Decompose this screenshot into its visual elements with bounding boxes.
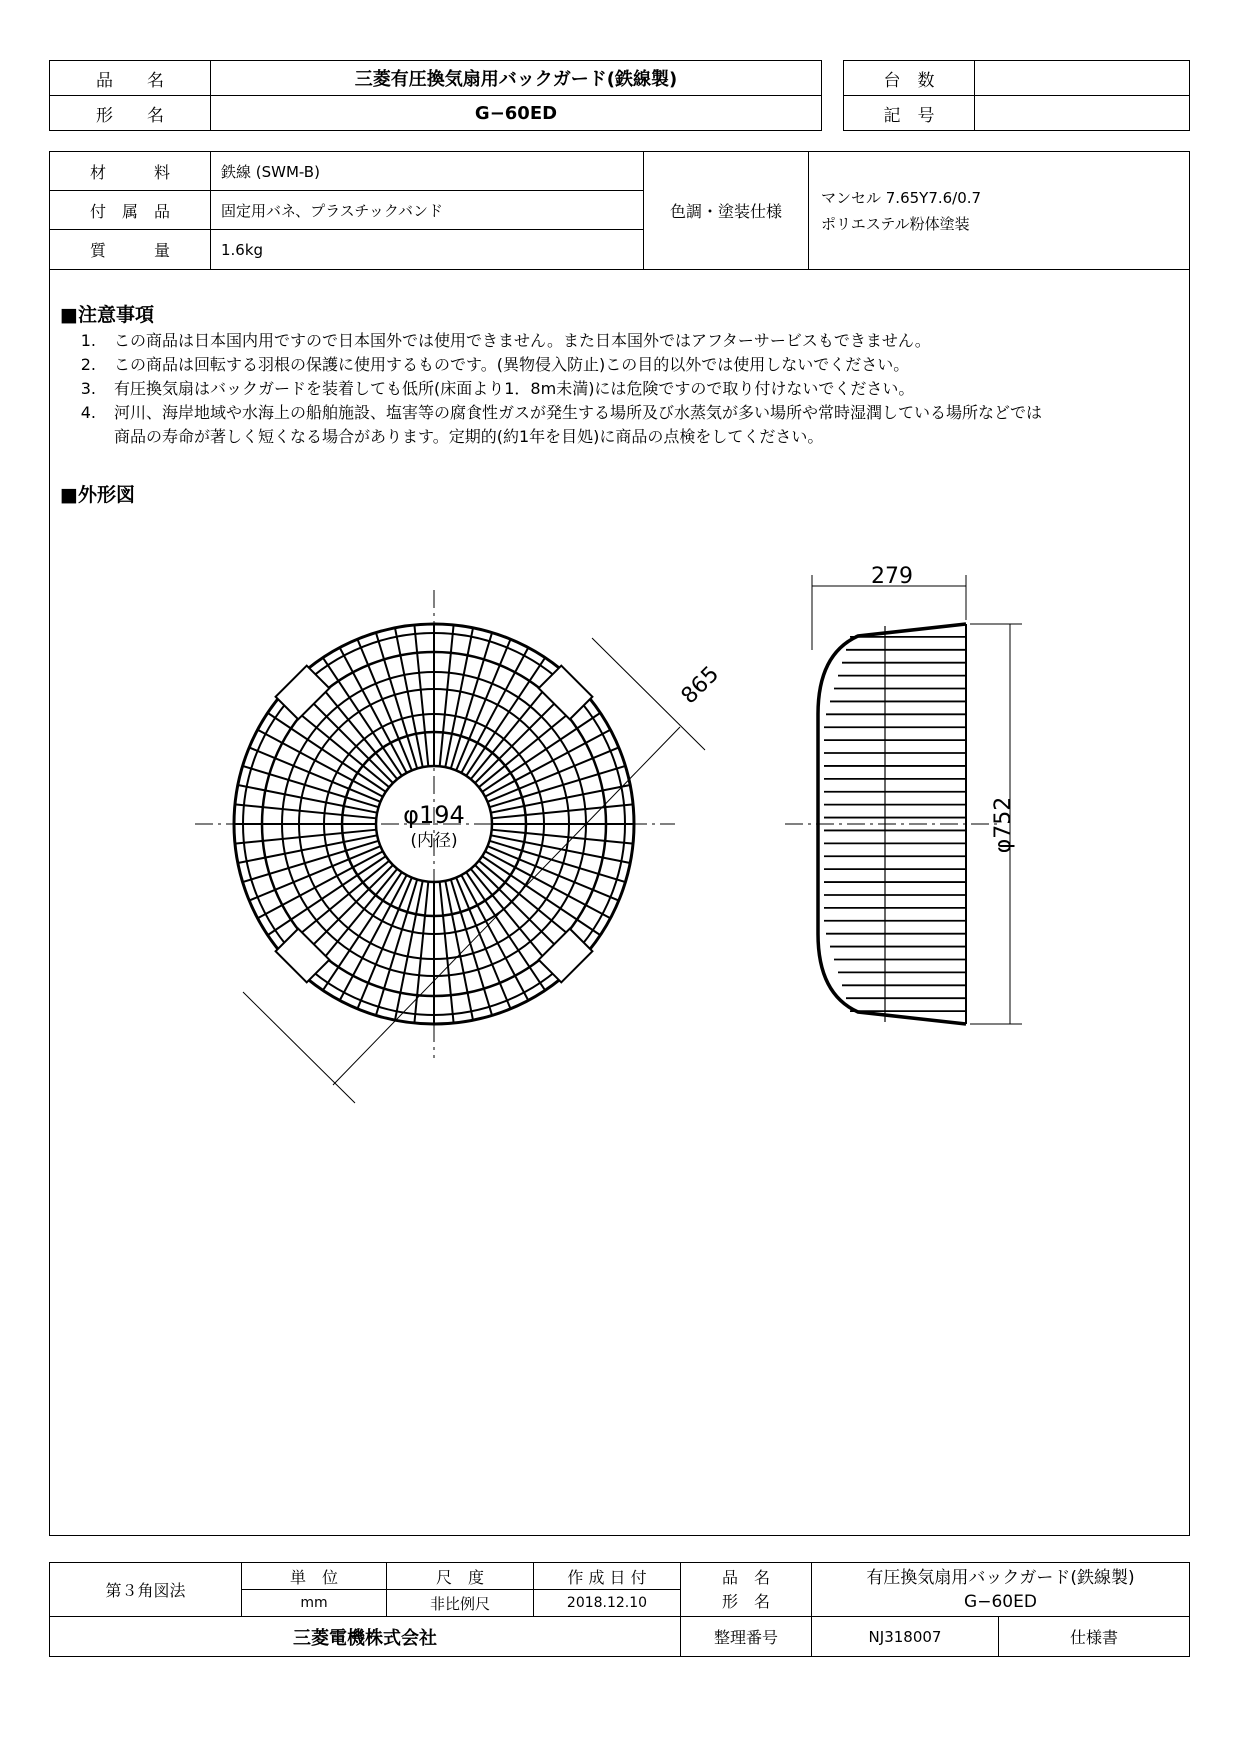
dim-diagonal-label: 865: [676, 661, 725, 710]
name-label-2: 形 名: [721, 1591, 770, 1611]
quantity-label: 台 数: [844, 61, 975, 96]
note-item: 3. 有圧換気扇はバックガードを装着しても低所(床面より1．8m未満)には危険ですので取り付けないでください。: [80, 379, 915, 398]
guard-spoke: [235, 830, 376, 844]
doc-type: 仕様書: [999, 1617, 1190, 1657]
note-item: 2. この商品は回転する羽根の保護に使用するものです。(異物侵入防止)この目的以外では使用しないでください。: [80, 355, 910, 374]
accessories-value: 固定用バネ、プラスチックバンド: [211, 191, 644, 230]
unit-value: mm: [242, 1590, 387, 1617]
guard-spoke: [238, 785, 377, 813]
drawing-heading: ■外形図: [60, 484, 135, 506]
guard-spoke: [492, 830, 633, 844]
color-line-1: マンセル 7.65Y7.6/0.7: [821, 188, 982, 207]
scale-label: 尺 度: [387, 1563, 534, 1590]
guard-spoke: [491, 835, 630, 863]
guard-spoke: [414, 882, 428, 1023]
product-info: [812, 1563, 1190, 1617]
note-item: 1. この商品は日本国内用ですので日本国外では使用できません。また日本国外ではアフターサービスもできません。: [80, 331, 931, 350]
guard-spoke: [440, 625, 454, 766]
guard-spoke: [445, 881, 473, 1020]
ref-number: NJ318007: [812, 1617, 999, 1657]
color-label: 色調・塗装仕様: [644, 152, 809, 270]
guard-spoke: [395, 881, 423, 1020]
model: G−60ED: [211, 96, 822, 131]
ref-label: 整理番号: [681, 1617, 812, 1657]
dimension-line: [333, 727, 680, 1085]
dim-inner-note-label: (内径): [410, 831, 458, 851]
guard-spoke: [445, 628, 473, 767]
color-line-2: ポリエステル粉体塗装: [821, 214, 970, 233]
guard-spoke: [395, 628, 423, 767]
extension-line: [243, 992, 355, 1103]
product-name: 三菱有圧換気扇用バックガード(鉄線製): [211, 61, 822, 96]
notes-heading: ■注意事項: [60, 304, 154, 326]
dim-depth-label: 279: [871, 564, 913, 589]
side-view: [785, 575, 1022, 1024]
guard-spoke: [492, 804, 633, 818]
guard-spoke: [238, 835, 377, 863]
date-value: 2018.12.10: [534, 1590, 681, 1617]
unit-label: 単 位: [242, 1563, 387, 1590]
material-label: 材 料: [50, 152, 211, 191]
accessories-label: 付 属 品: [50, 191, 211, 230]
guard-spoke: [414, 625, 428, 766]
guard-spoke: [440, 882, 454, 1023]
name-label-1: 品 名: [721, 1567, 770, 1587]
footer-model: G−60ED: [964, 1591, 1037, 1612]
dim-outer-dia-label: φ752: [991, 796, 1016, 854]
date-label: 作 成 日 付: [534, 1563, 681, 1590]
material-value: 鉄線 (SWM-B): [211, 152, 644, 191]
guard-spoke: [491, 785, 630, 813]
footer-product-name: 有圧換気扇用バックガード(鉄線製): [866, 1567, 1135, 1588]
footer-table: [49, 1562, 1190, 1657]
scale-value: 非比例尺: [387, 1590, 534, 1617]
projection: 第３角図法: [50, 1563, 242, 1617]
mass-value: 1.6kg: [211, 230, 644, 270]
guard-spoke: [235, 804, 376, 818]
model-label: 形 名: [50, 96, 211, 131]
symbol-label: 記 号: [844, 96, 975, 131]
name-labels: [681, 1563, 812, 1617]
dim-inner-dia-label: φ194: [403, 801, 465, 829]
mass-label: 質 量: [50, 230, 211, 270]
note-item: 4. 河川、海岸地域や水海上の船舶施設、塩害等の腐食性ガスが発生する場所及び水蒸気が多い場所や常時湿潤している場所などでは: [80, 403, 1043, 422]
product-name-label: 品 名: [50, 61, 211, 96]
note-item: 商品の寿命が著しく短くなる場合があります。定期的(約1年を目処)に商品の点検をしてください。: [114, 427, 824, 446]
company: 三菱電機株式会社: [50, 1617, 681, 1657]
